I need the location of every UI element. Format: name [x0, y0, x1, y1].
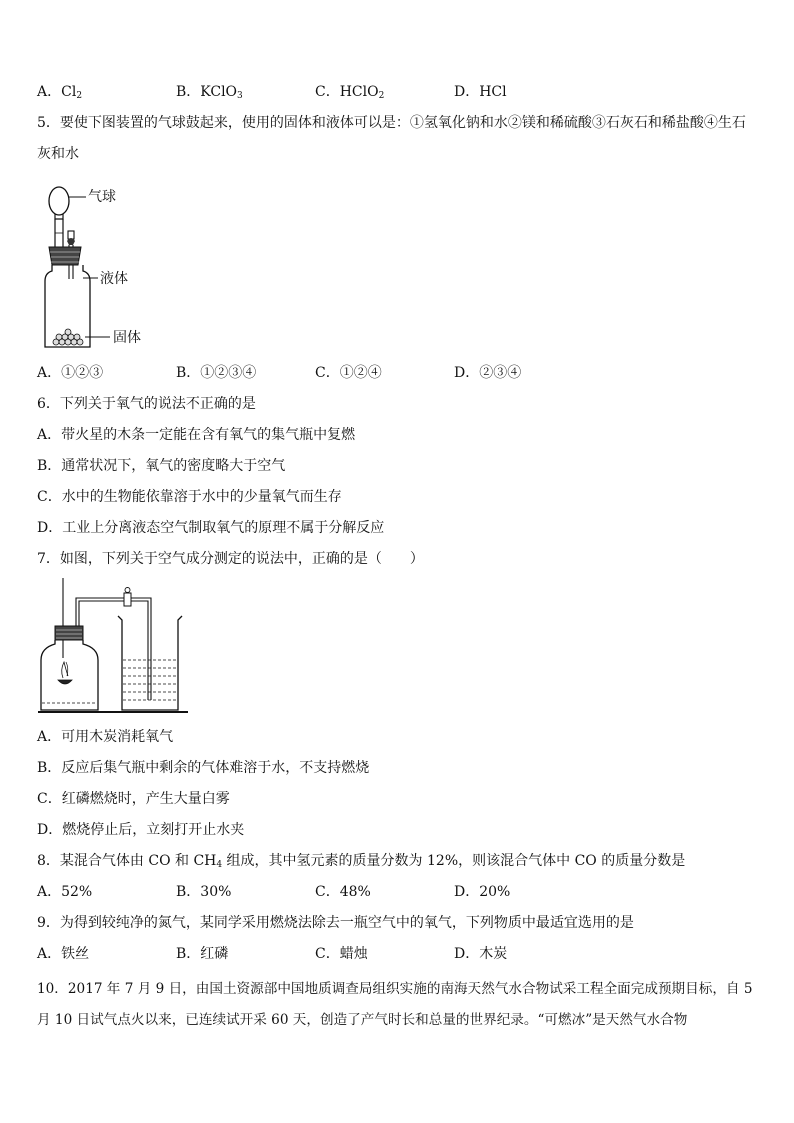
q8-option-c: C．48% [315, 884, 371, 900]
q6-option-b: B．通常状况下，氧气的密度略大于空气 [37, 458, 286, 474]
label-liquid: 液体 [100, 271, 128, 287]
q4-option-d: D．HCl [454, 84, 507, 100]
q4-option-c: C．HClO$_2$ [315, 84, 385, 101]
label-balloon: 气球 [88, 189, 116, 205]
q5-stem-line2: 灰和水 [37, 146, 79, 162]
q8-option-d: D．20% [454, 884, 511, 900]
q5-option-a: A．①②③ [37, 365, 104, 381]
label-solid: 固体 [113, 330, 141, 346]
q7-option-d: D．燃烧停止后，立刻打开止水夹 [37, 822, 245, 838]
q7-stem: 7．如图，下列关于空气成分测定的说法中，正确的是（ ） [37, 551, 424, 567]
q7-option-a: A．可用木炭消耗氧气 [37, 729, 174, 745]
q5-option-b: B．①②③④ [176, 365, 257, 381]
q9-option-c: C．蜡烛 [315, 946, 368, 962]
q8-option-b: B．30% [176, 884, 232, 900]
q8-option-a: A．52% [37, 884, 93, 900]
q4-option-a: A．$Cl_2$ [37, 84, 83, 101]
q9-option-b: B．红磷 [176, 946, 229, 962]
q5-option-c: C．①②④ [315, 365, 382, 381]
q6-option-a: A．带火星的木条一定能在含有氧气的集气瓶中复燃 [37, 427, 356, 443]
q8-stem: 8．某混合气体由 CO 和 $CH_4$ 组成，其中氢元素的质量分数为 12%，则该混合气体中 CO 的质量分数是 [37, 853, 686, 870]
air-composition-apparatus-figure [38, 576, 192, 716]
q6-option-c: C．水中的生物能依靠溶于水中的少量氧气而生存 [37, 489, 342, 505]
q10-stem-line2: 月 10 日试气点火以来，已连续试开采 60 天，创造了产气时长和总量的世界纪录。“可燃冰”是天然气水合物 [37, 1012, 688, 1028]
q7-option-b: B．反应后集气瓶中剩余的气体难溶于水，不支持燃烧 [37, 760, 370, 776]
q7-option-c: C．红磷燃烧时，产生大量白雾 [37, 791, 230, 807]
q10-stem-line1: 10．2017 年 7 月 9 日，由国土资源部中国地质调查局组织实施的南海天然气水合物试采工程全面完成预期目标，自 5 [37, 981, 753, 997]
q5-option-d: D．②③④ [454, 365, 522, 381]
q4-option-b: B．KClO$_3$ [176, 84, 243, 101]
q9-option-a: A．铁丝 [37, 946, 90, 962]
q9-option-d: D．木炭 [454, 946, 508, 962]
q6-stem: 6．下列关于氧气的说法不正确的是 [37, 396, 256, 412]
q6-option-d: D．工业上分离液态空气制取氧气的原理不属于分解反应 [37, 520, 385, 536]
q5-stem-line1: 5．要使下图装置的气球鼓起来，使用的固体和液体可以是：①氢氧化钠和水②镁和稀硫酸③石灰石和稀盐酸④生石 [37, 115, 746, 131]
q9-stem: 9．为得到较纯净的氮气，某同学采用燃烧法除去一瓶空气中的氧气，下列物质中最适宜选用的是 [37, 915, 634, 931]
